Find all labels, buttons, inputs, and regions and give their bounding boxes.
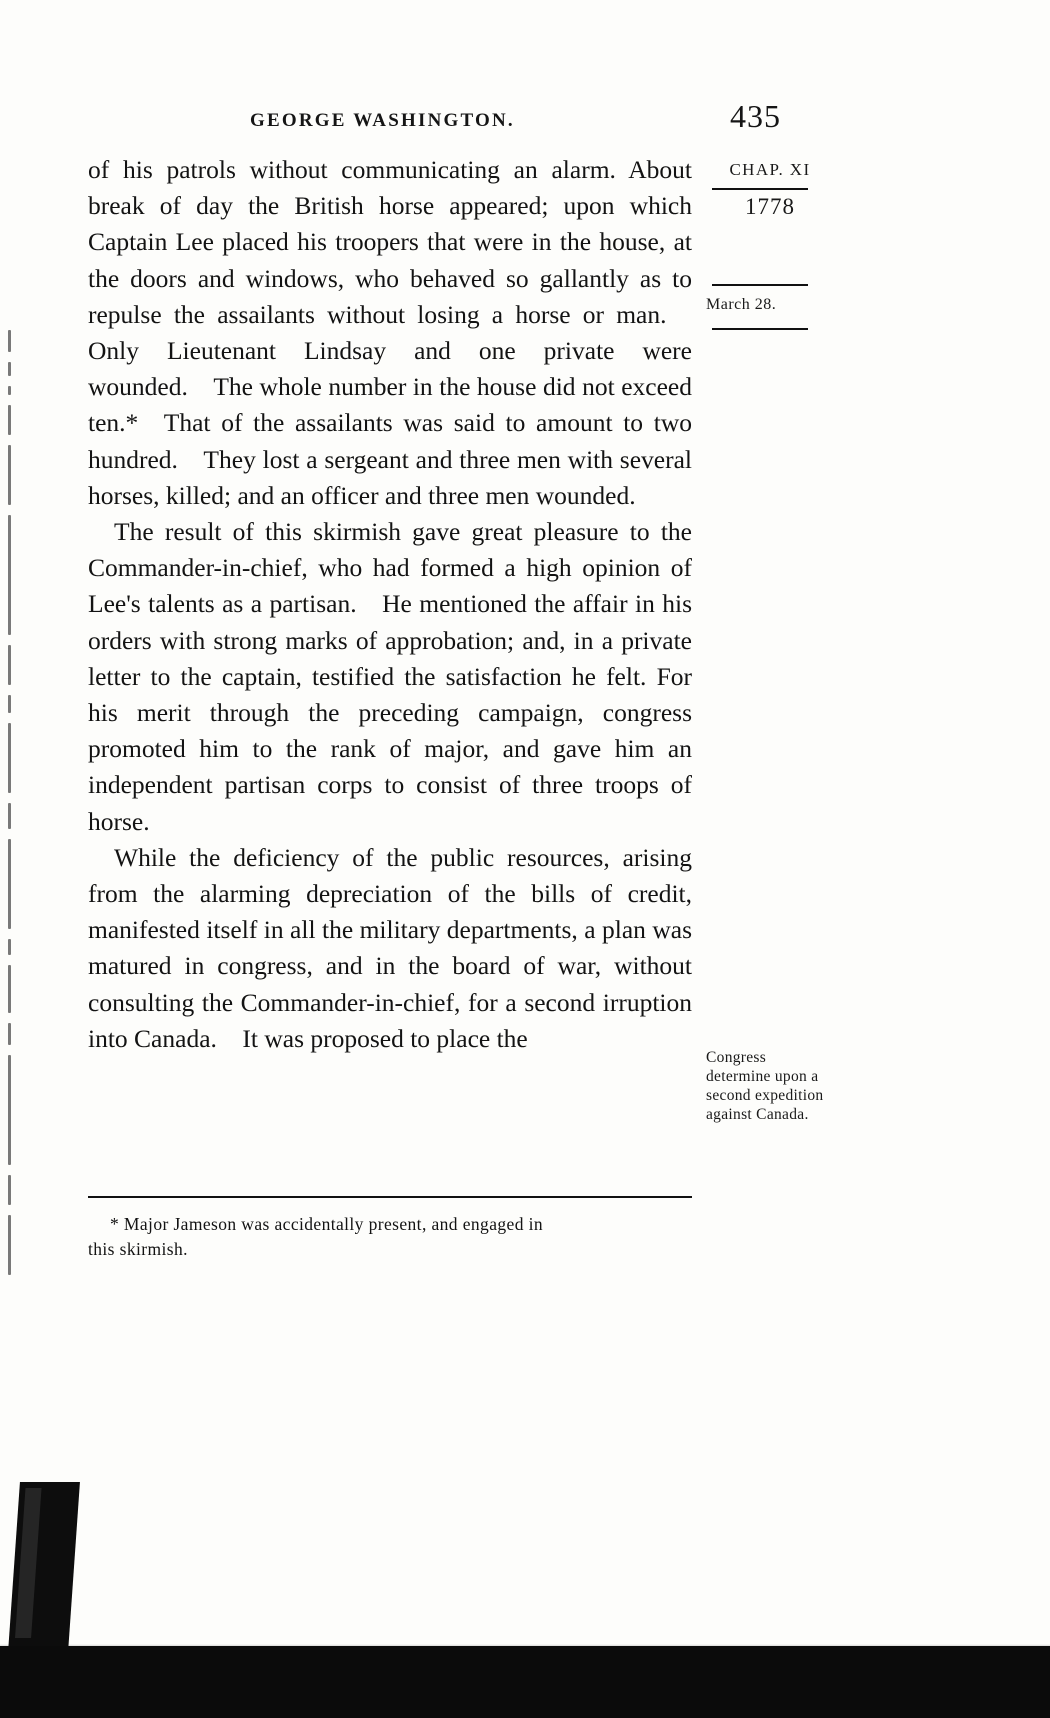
paragraph-2: The result of this skirmish gave great pleasure to the Commander-in-chief, who had formed a high opinion of Lee's talents as a partisan. He mentioned the affair in his orders with strong marks of approbation; and, in a private letter to the captain, testified the satisfaction he felt. For his merit through the preceding campaign, congress promoted him to the rank of major, and gave him an independent partisan corps to consist of three troops of horse. (88, 517, 692, 836)
year-label: 1778 (745, 194, 795, 219)
margin-divider-bottom (712, 328, 808, 330)
page-number: 435 (730, 98, 781, 134)
scan-spine-shadow (8, 1482, 80, 1652)
body-text-column (88, 152, 692, 1057)
running-head: GEORGE WASHINGTON. (250, 110, 515, 131)
paragraph-1: of his patrols without communicating an alarm. About break of day the British horse appeared; upon which Captain Lee placed his troopers that were in the house, at the doors and windows, who behaved so gallantly as to repulse the assailants without losing a horse or man. Only Lieutenant Lindsay and one private were wounded. The whole number in the house did not exceed ten.* That of the assailants was said to amount to two hundred. They lost a sergeant and three men with several horses, killed; and an officer and three men wounded. (88, 155, 692, 510)
chapter-label: CHAP. XI (729, 160, 811, 179)
footnote (88, 1212, 692, 1262)
margin-divider-top (712, 188, 808, 190)
margin-divider-mid (712, 284, 808, 286)
side-note-congress: Congress determine upon a second expedition against Canada. (706, 1049, 824, 1123)
scan-edge-marks (8, 330, 14, 1210)
scan-bottom-shadow (0, 1646, 1050, 1718)
footnote-divider (88, 1196, 692, 1198)
paragraph-3: While the deficiency of the public resources, arising from the alarming depreciation of the bills of credit, manifested itself in all the military departments, a plan was matured in congress, and in the board of war, without consulting the Commander-in-chief, for a second irruption into Canada. It was proposed to place the (88, 842, 692, 1053)
footnote-line-1: * Major Jameson was accidentally present, and engaged in (110, 1214, 544, 1234)
date-margin-note: March 28. (706, 296, 777, 313)
footnote-line-2: this skirmish. (88, 1239, 188, 1259)
